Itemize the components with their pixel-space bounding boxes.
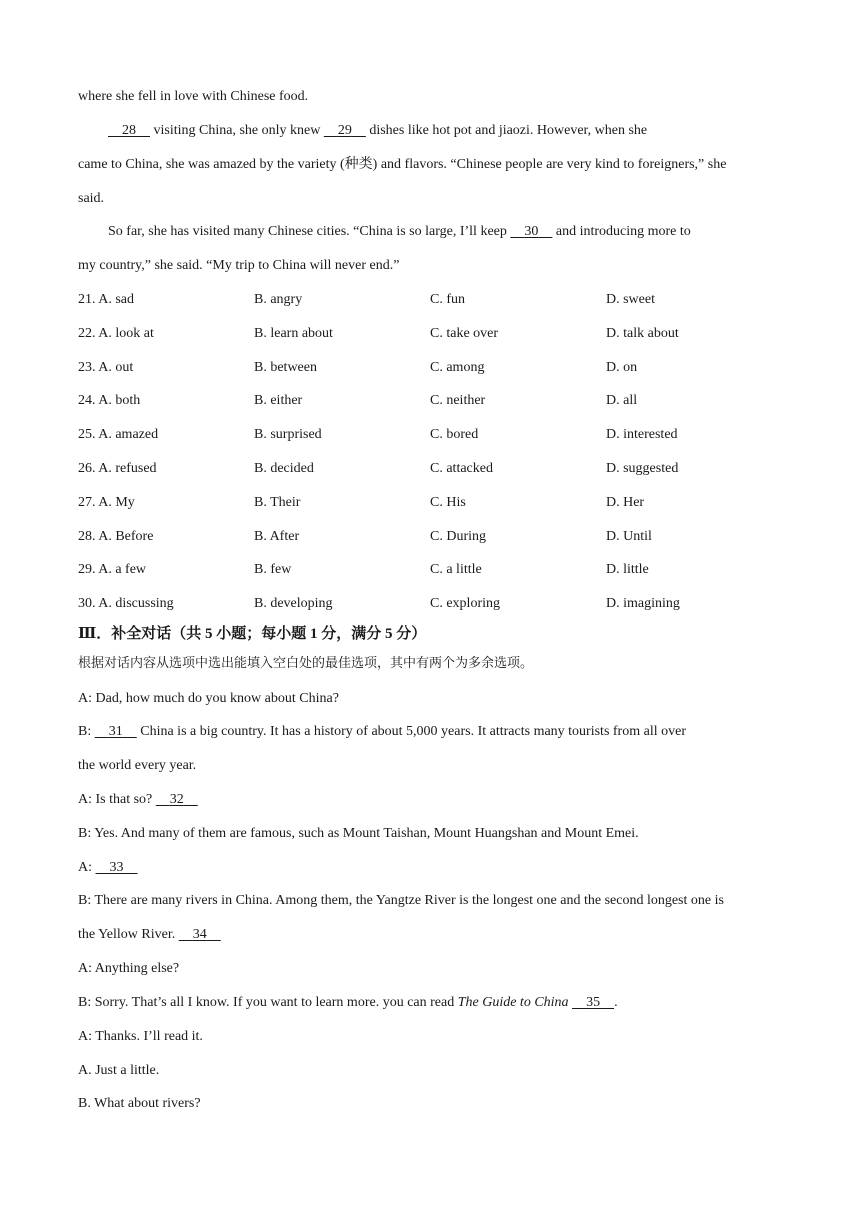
blank-34: 34 — [192, 927, 207, 942]
passage-line: came to China, she was amazed by the variety (种类) and flavors. “Chinese people are very kind to foreigners,” she — [78, 157, 727, 172]
option-row-21 — [78, 290, 798, 310]
blank-28: 28 — [122, 123, 136, 138]
option-d: D. little — [606, 562, 649, 577]
option-row-29 — [78, 560, 798, 580]
option-b: B. angry — [254, 292, 303, 307]
option-row-30 — [78, 594, 798, 614]
passage-line: where she fell in love with Chinese food. — [78, 89, 309, 104]
option-a: 21. A. sad — [78, 292, 134, 307]
option-a: 25. A. amazed — [78, 427, 159, 442]
option-row-27 — [78, 493, 798, 513]
option-b: B. surprised — [254, 427, 322, 442]
option-b: B. few — [254, 562, 292, 577]
option-d: D. suggested — [606, 461, 679, 476]
option-b: B. learn about — [254, 326, 333, 341]
option-row-24 — [78, 391, 798, 411]
blank-30: 30 — [524, 224, 539, 239]
option-row-25 — [78, 425, 798, 445]
dialogue-line: B: 31 China is a big country. It has a history of about 5,000 years. It attracts many tourists from all over — [78, 724, 686, 739]
option-d: D. sweet — [606, 292, 655, 307]
option-b: B. between — [254, 360, 317, 375]
blank-29: 29 — [337, 123, 352, 138]
option-b: B. After — [254, 529, 300, 544]
option-c: C. During — [430, 529, 486, 544]
option-c: C. take over — [430, 326, 499, 341]
option-a: 22. A. look at — [78, 326, 154, 341]
option-row-23 — [78, 358, 798, 378]
answer-option-a: A. Just a little. — [78, 1063, 160, 1078]
blank-33: 33 — [109, 860, 124, 875]
option-b: B. developing — [254, 596, 333, 611]
dialogue-line: B: There are many rivers in China. Among them, the Yangtze River is the longest one and the second longest one is — [78, 893, 724, 908]
option-d: D. on — [606, 360, 638, 375]
option-b: B. decided — [254, 461, 314, 476]
option-row-22 — [78, 324, 798, 344]
option-c: C. exploring — [430, 596, 500, 611]
answer-option-b: B. What about rivers? — [78, 1096, 201, 1111]
dialogue-line: the world every year. — [78, 758, 197, 773]
dialogue-line: A: Dad, how much do you know about China? — [78, 691, 339, 706]
option-b: B. either — [254, 393, 303, 408]
option-d: D. talk about — [606, 326, 679, 341]
dialogue-line: A: Anything else? — [78, 961, 180, 976]
passage-line: said. — [78, 191, 105, 206]
option-c: C. among — [430, 360, 485, 375]
option-a: 28. A. Before — [78, 529, 154, 544]
option-d: D. interested — [606, 427, 678, 442]
option-c: C. bored — [430, 427, 479, 442]
option-c: C. a little — [430, 562, 482, 577]
option-d: D. all — [606, 393, 638, 408]
section-instruction: 根据对话内容从选项中选出能填入空白处的最佳选项，其中有两个为多余选项。 — [78, 656, 534, 671]
option-a: 24. A. both — [78, 393, 141, 408]
passage-line: So far, she has visited many Chinese cities. “China is so large, I’ll keep 30 and introducing more to — [108, 224, 691, 239]
option-b: B. Their — [254, 495, 301, 510]
dialogue-line: B: Yes. And many of them are famous, such as Mount Taishan, Mount Huangshan and Mount Emei. — [78, 826, 639, 841]
option-d: D. imagining — [606, 596, 680, 611]
book-title: The Guide to China — [457, 995, 569, 1010]
option-a: 30. A. discussing — [78, 596, 174, 611]
option-d: D. Her — [606, 495, 645, 510]
option-a: 23. A. out — [78, 360, 134, 375]
blank-32: 32 — [169, 792, 184, 807]
dialogue-line: A: 33 — [78, 858, 790, 878]
option-a: 29. A. a few — [78, 562, 147, 577]
dialogue-line: the Yellow River. 34 — [78, 925, 790, 945]
blank-35: 35 — [586, 995, 601, 1010]
dialogue-line: A: Thanks. I’ll read it. — [78, 1029, 203, 1044]
passage-line: 28 visiting China, she only knew 29 dishes like hot pot and jiaozi. However, when she — [108, 121, 790, 141]
option-d: D. Until — [606, 529, 652, 544]
option-c: C. fun — [430, 292, 465, 307]
option-a: 26. A. refused — [78, 461, 157, 476]
option-a: 27. A. My — [78, 495, 135, 510]
dialogue-line: A: Is that so? 32 — [78, 790, 790, 810]
option-c: C. neither — [430, 393, 486, 408]
dialogue-line: B: Sorry. That’s all I know. If you want to learn more. you can read The Guide to China 35 . — [78, 995, 618, 1010]
section-heading: Ⅲ．补全对话（共 5 小题；每小题 1 分，满分 5 分） — [78, 626, 427, 642]
option-row-26 — [78, 459, 798, 479]
option-c: C. attacked — [430, 461, 493, 476]
passage-line: my country,” she said. “My trip to China will never end.” — [78, 258, 400, 273]
blank-31: 31 — [108, 724, 123, 739]
option-row-28 — [78, 527, 798, 547]
option-c: C. His — [430, 495, 466, 510]
